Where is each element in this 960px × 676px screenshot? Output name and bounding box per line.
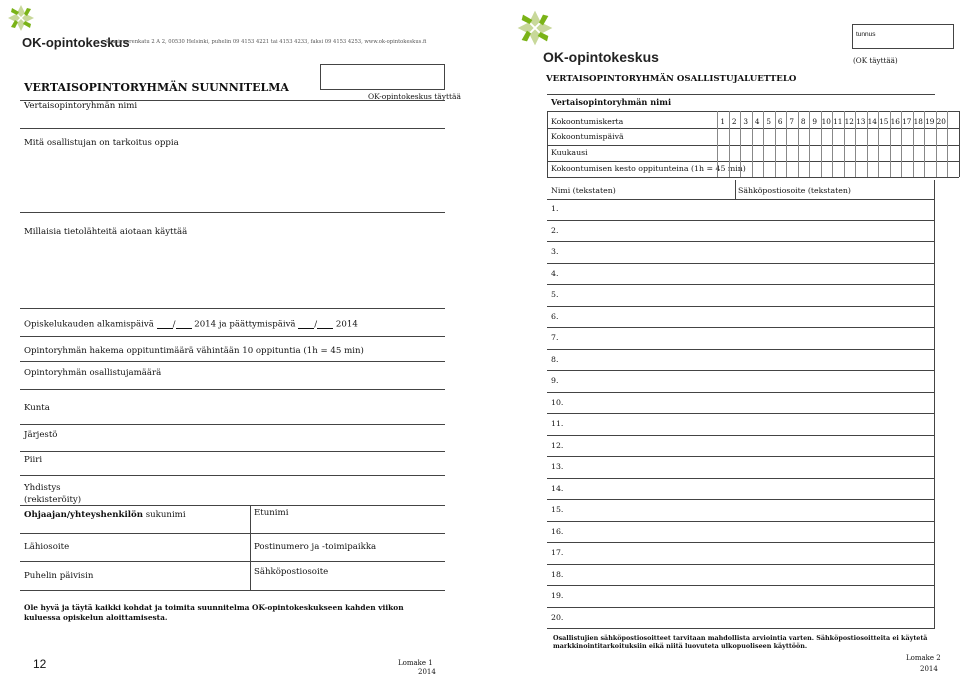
association-label: Yhdistys (rekisteröity) xyxy=(24,483,82,505)
participant-row[interactable] xyxy=(547,500,935,522)
row-number: 10. xyxy=(551,397,564,407)
row-number: 11. xyxy=(551,419,564,428)
row-number: 9. xyxy=(551,376,559,385)
grid-divider xyxy=(901,111,902,177)
grid-divider xyxy=(740,111,741,177)
form-year: 2014 xyxy=(418,668,436,676)
meeting-day-label: Kokoontumispäivä xyxy=(551,132,624,141)
grid-divider xyxy=(924,111,925,177)
postal-label: Postinumero ja -toimipaikka xyxy=(254,542,377,552)
participant-count-label: Opintoryhmän osallistujamäärä xyxy=(24,368,162,378)
list-title: VERTAISOPINTORYHMÄN OSALLISTUJALUETTELO xyxy=(546,74,797,84)
grid-divider xyxy=(763,111,764,177)
form-name: Lomake 1 xyxy=(398,659,433,667)
office-use-label: OK-opintokeskus täyttää xyxy=(368,92,461,101)
row-number: 6. xyxy=(551,311,559,321)
grid-divider xyxy=(752,111,753,177)
group-name-label: Vertaisopintoryhmän nimi xyxy=(551,97,672,107)
grid-divider xyxy=(821,111,822,177)
grid-divider xyxy=(786,111,787,177)
lesson-hours-label: Opintoryhmän hakema oppituntimäärä vähintään 10 oppituntia (1h = 45 min) xyxy=(24,346,364,356)
grid-divider xyxy=(878,111,879,177)
row-number: 20. xyxy=(551,612,564,622)
row-number: 19. xyxy=(551,591,564,600)
participant-row[interactable] xyxy=(547,285,935,307)
grid-divider xyxy=(809,111,810,177)
municipality-label: Kunta xyxy=(24,403,50,413)
study-period-label: Opiskelukauden alkamispäivä / 2014 ja päättymispäivä / 2014 xyxy=(24,319,358,330)
participant-row[interactable] xyxy=(547,393,935,415)
participant-row[interactable] xyxy=(547,328,935,350)
organization-label: Järjestö xyxy=(24,430,58,440)
row-number: 8. xyxy=(551,354,559,364)
form-year: 2014 xyxy=(920,665,938,673)
email-column-header: Sähköpostiosoite (tekstaten) xyxy=(738,186,851,195)
code-label: tunnus xyxy=(856,31,876,38)
form-name: Lomake 2 xyxy=(906,654,941,662)
participant-row[interactable] xyxy=(547,350,935,372)
grid-divider xyxy=(832,111,833,177)
page-number: 12 xyxy=(33,657,47,671)
meeting-number-row: 1 2 3 4 5 6 7 8 9 10 11 12 13 14 15 16 17 18 19 20 xyxy=(720,117,946,126)
learning-goal-label: Mitä osallistujan on tarkoitus oppia xyxy=(24,138,179,148)
participant-row[interactable] xyxy=(547,221,935,243)
row-number: 2. xyxy=(551,225,559,235)
office-use-box[interactable] xyxy=(320,64,445,90)
participant-row[interactable] xyxy=(547,479,935,501)
row-number: 14. xyxy=(551,483,564,493)
group-name-label: Vertaisopintoryhmän nimi xyxy=(24,101,138,111)
participant-row[interactable] xyxy=(547,608,935,630)
row-number: 18. xyxy=(551,569,564,579)
participant-row[interactable] xyxy=(547,414,935,436)
participant-row[interactable] xyxy=(547,242,935,264)
participant-row[interactable] xyxy=(547,436,935,458)
brand-logo-text: OK-opintokeskus xyxy=(22,35,130,50)
grid-divider xyxy=(729,111,730,177)
row-number: 5. xyxy=(551,290,559,299)
row-number: 16. xyxy=(551,526,564,536)
contact-surname-label: Ohjaajan/yhteyshenkilön sukunimi xyxy=(24,510,186,520)
grid-divider xyxy=(855,111,856,177)
privacy-note: Osallistujien sähköpostiosoitteet tarvitaan mahdollista arviointia varten. Sähköpostiosoitteita ei käytetä markkinointitarkoituksiin eikä niitä luovuteta ulkopuoliseen käyttöön. xyxy=(553,634,928,651)
name-column-header: Nimi (tekstaten) xyxy=(551,186,616,195)
row-number: 15. xyxy=(551,505,564,514)
participant-row[interactable] xyxy=(547,565,935,587)
ok-logo-icon xyxy=(6,3,36,33)
grid-divider xyxy=(890,111,891,177)
grid-divider xyxy=(936,111,937,177)
grid-divider xyxy=(844,111,845,177)
info-sources-label: Millaisia tietolähteitä aiotaan käyttää xyxy=(24,227,188,237)
email-label: Sähköpostiosoite xyxy=(254,567,329,577)
participant-row[interactable] xyxy=(547,264,935,286)
brand-logo-text: OK-opintokeskus xyxy=(543,49,659,65)
participant-row[interactable] xyxy=(547,543,935,565)
row-number: 1. xyxy=(551,204,559,213)
row-number: 3. xyxy=(551,247,559,256)
row-number: 13. xyxy=(551,462,564,471)
grid-divider xyxy=(798,111,799,177)
row-number: 7. xyxy=(551,333,559,342)
month-label: Kuukausi xyxy=(551,148,588,157)
meeting-count-label: Kokoontumiskerta xyxy=(551,117,624,126)
row-number: 4. xyxy=(551,268,559,278)
street-address-label: Lähiosoite xyxy=(24,542,70,552)
page-title: VERTAISOPINTORYHMÄN SUUNNITELMA xyxy=(24,81,289,94)
phone-label: Puhelin päivisin xyxy=(24,571,94,581)
row-number: 17. xyxy=(551,548,564,557)
grid-divider xyxy=(717,111,718,177)
submission-note: Ole hyvä ja täytä kaikki kohdat ja toimita suunnitelma OK-opintokeskukseen kahden viikon kuluessa opiskelun aloittamisesta. xyxy=(24,603,404,622)
address-line: Paasivuorenkatu 2 A 2, 00530 Helsinki, puhelin 09 4153 4221 tai 4153 4233, faksi 09 4153 4253, www.ok-opintokeskus.fi xyxy=(106,39,427,45)
office-fill-label: (OK täyttää) xyxy=(853,56,898,65)
participant-row[interactable] xyxy=(547,457,935,479)
grid-divider xyxy=(947,111,948,177)
grid-divider xyxy=(867,111,868,177)
participant-row[interactable] xyxy=(547,522,935,544)
row-number: 12. xyxy=(551,440,564,450)
participant-row[interactable] xyxy=(547,199,935,221)
district-label: Piiri xyxy=(24,455,43,465)
participant-row[interactable] xyxy=(547,371,935,393)
grid-divider xyxy=(913,111,914,177)
firstname-label: Etunimi xyxy=(254,508,289,518)
duration-label: Kokoontumisen kesto oppitunteina (1h = 45 min) xyxy=(551,164,746,173)
grid-divider xyxy=(775,111,776,177)
participant-row[interactable] xyxy=(547,307,935,329)
participant-row[interactable] xyxy=(547,586,935,608)
ok-logo-icon xyxy=(515,8,555,48)
